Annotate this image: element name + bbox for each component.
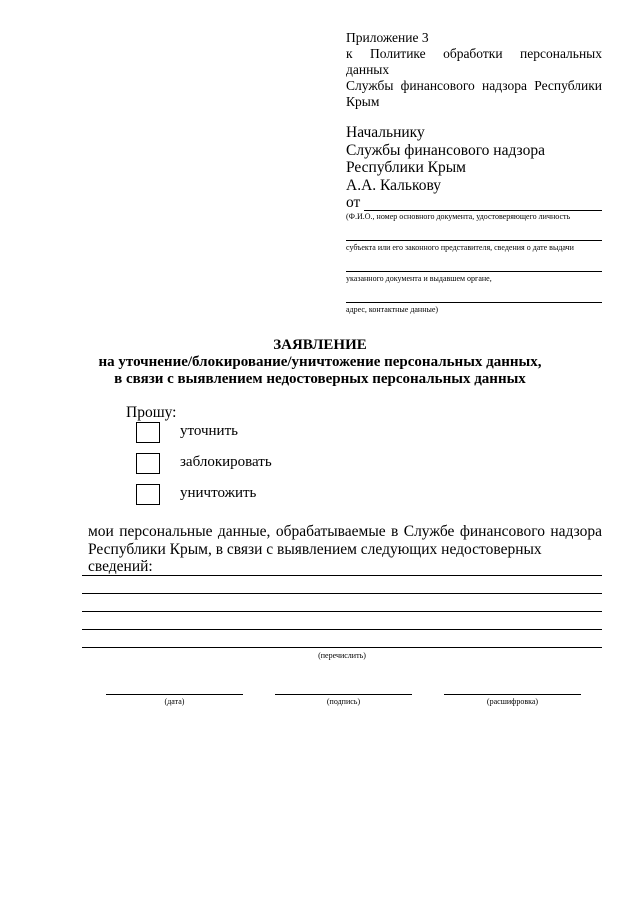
sender-fill-line[interactable] — [346, 271, 602, 272]
document-subtitle: на уточнение/блокирование/уничтожение персональных данных, — [98, 354, 542, 370]
list-fill-line[interactable] — [82, 593, 602, 594]
checkbox[interactable] — [136, 484, 160, 505]
addressee-line: Службы финансового надзора — [346, 141, 545, 159]
decode-hint: (расшифровка) — [486, 697, 539, 706]
addressee-block — [346, 124, 602, 212]
date-fill-line[interactable] — [106, 694, 243, 695]
sender-hint: указанного документа и выдавшем органе, — [346, 274, 492, 283]
checkbox[interactable] — [136, 453, 160, 474]
signature-hint: (подпись) — [326, 697, 361, 706]
sender-fill-line[interactable] — [346, 302, 602, 303]
list-fill-line[interactable] — [82, 629, 602, 630]
list-hint: (перечислить) — [318, 651, 366, 660]
statement-line: Республики Крым, в связи с выявлением следующих недостоверных сведений: — [88, 540, 542, 575]
sender-hint: адрес, контактные данные) — [346, 305, 439, 314]
addressee-line: А.А. Калькову — [346, 176, 441, 194]
sender-hint: субъекта или его законного представителя, сведения о дате выдачи — [346, 243, 574, 252]
sender-hint: (Ф.И.О., номер основного документа, удостоверяющего личность — [346, 212, 571, 221]
date-hint: (дата) — [164, 697, 185, 706]
request-label: Прошу: — [126, 404, 177, 421]
sender-fill-line[interactable] — [364, 210, 602, 211]
document-title: ЗАЯВЛЕНИЕ — [273, 337, 367, 353]
statement-text — [88, 523, 602, 576]
appendix-policy-line: к Политике обработки персональных данных — [346, 46, 602, 77]
option-label: заблокировать — [180, 454, 272, 470]
checkbox[interactable] — [136, 422, 160, 443]
addressee-from: от — [346, 194, 361, 211]
option-label: уточнить — [180, 423, 238, 439]
list-fill-line[interactable] — [82, 575, 602, 576]
list-fill-line[interactable] — [82, 611, 602, 612]
document-subtitle: в связи с выявлением недостоверных персональных данных — [114, 371, 526, 387]
option-label: уничтожить — [180, 485, 257, 501]
signature-fill-line[interactable] — [275, 694, 412, 695]
appendix-region-line: Крым — [346, 94, 380, 109]
list-fill-line[interactable] — [82, 647, 602, 648]
appendix-number: Приложение 3 — [346, 30, 429, 45]
addressee-line: Начальнику — [346, 124, 425, 141]
statement-line: мои персональные данные, обрабатываемые в Службе финансового надзора — [88, 523, 602, 540]
appendix-header — [346, 30, 602, 110]
addressee-line: Республики Крым — [346, 159, 466, 176]
appendix-service-line: Службы финансового надзора Республики — [346, 78, 602, 93]
sender-fill-line[interactable] — [346, 240, 602, 241]
decode-fill-line[interactable] — [444, 694, 581, 695]
